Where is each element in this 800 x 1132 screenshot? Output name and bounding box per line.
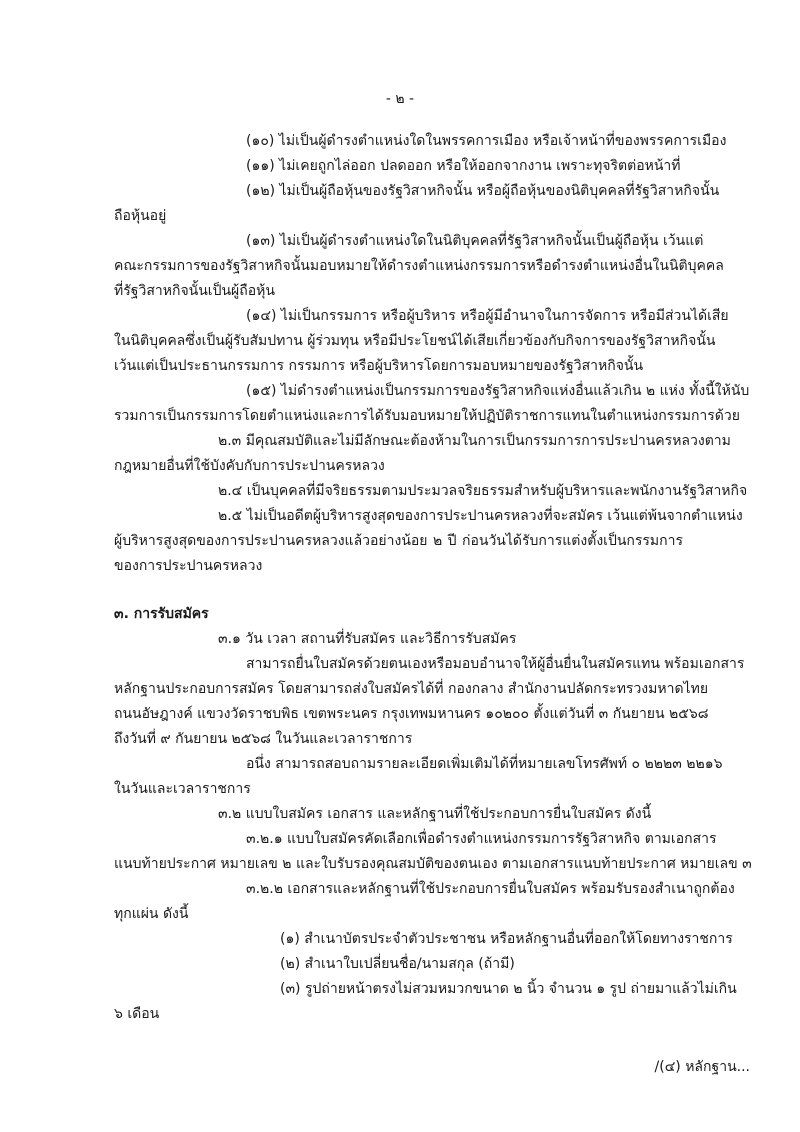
sub-3-2-1-line-1: ๓.๒.๑ แบบใบสมัครคัดเลือกเพื่อดำรงตำแหน่งกรรมการรัฐวิสาหกิจ ตามเอกสาร <box>246 831 717 847</box>
document-item-1: (๑) สำเนาบัตรประจำตัวประชาชน หรือหลักฐานอื่นที่ออกให้โดยทางราชการ <box>280 931 733 947</box>
qualification-item-11: (๑๑) ไม่เคยถูกไล่ออก ปลดออก หรือให้ออกจากงาน เพราะทุจริตต่อหน้าที่ <box>246 158 681 174</box>
document-item-2: (๒) สำเนาใบเปลี่ยนชื่อ/นามสกุล (ถ้ามี) <box>280 956 515 972</box>
document-item-3-line-2: ๖ เดือน <box>114 1006 160 1022</box>
qualification-item-12-line-2: ถือหุ้นอยู่ <box>114 208 167 224</box>
qualification-item-2-3-line-2: กฎหมายอื่นที่ใช้บังคับกับการประปานครหลวง <box>114 458 385 474</box>
document-item-3-line-1: (๓) รูปถ่ายหน้าตรงไม่สวมหมวกขนาด ๒ นิ้ว จำนวน ๑ รูป ถ่ายมาแล้วไม่เกิน <box>280 981 737 997</box>
qualification-item-13-line-2: คณะกรรมการของรัฐวิสาหกิจนั้นมอบหมายให้ดำรงตำแหน่งกรรมการหรือดำรงตำแหน่งอื่นในนิติบุคคล <box>114 258 724 274</box>
qualification-item-12-line-1: (๑๒) ไม่เป็นผู้ถือหุ้นของรัฐวิสาหกิจนั้น หรือผู้ถือหุ้นของนิติบุคคลที่รัฐวิสาหกิจนั้น <box>246 183 720 199</box>
qualification-item-15-line-2: รวมการเป็นกรรมการโดยตำแหน่งและการได้รับมอบหมายให้ปฏิบัติราชการแทนในตำแหน่งกรรมการด้วย <box>114 408 740 424</box>
qualification-item-13-line-1: (๑๓) ไม่เป็นผู้ดำรงตำแหน่งใดในนิติบุคคลที่รัฐวิสาหกิจนั้นเป็นผู้ถือหุ้น เว้นแต่ <box>246 233 704 249</box>
sub-3-2-title: ๓.๒ แบบใบสมัคร เอกสาร และหลักฐานที่ใช้ประกอบการยื่นใบสมัคร ดังนี้ <box>218 806 652 822</box>
sub-3-2-1-line-2: แนบท้ายประกาศ หมายเลข ๒ และใบรับรองคุณสมบัติของตนเอง ตามเอกสารแนบท้ายประกาศ หมายเลข ๓ <box>114 856 752 872</box>
qualification-item-14-line-2: ในนิติบุคคลซึ่งเป็นผู้รับสัมปทาน ผู้ร่วมทุน หรือมีประโยชน์ได้เสียเกี่ยวข้องกับกิจการของรัฐวิสาหกิจนั้น <box>114 333 716 349</box>
sub-3-2-2-line-1: ๓.๒.๒ เอกสารและหลักฐานที่ใช้ประกอบการยื่นใบสมัคร พร้อมรับรองสำเนาถูกต้อง <box>246 881 735 897</box>
sub-3-1-para-2-line-2: ในวันและเวลาราชการ <box>114 781 251 797</box>
qualification-item-13-line-3: ที่รัฐวิสาหกิจนั้นเป็นผู้ถือหุ้น <box>114 283 275 299</box>
qualification-item-2-5-line-1: ๒.๕ ไม่เป็นอดีตผู้บริหารสูงสุดของการประปานครหลวงที่จะสมัคร เว้นแต่พ้นจากตำแหน่ง <box>218 508 743 524</box>
continuation-footer: /(๔) หลักฐาน... <box>654 1059 750 1075</box>
sub-3-1-para-1-line-1: สามารถยื่นใบสมัครด้วยตนเองหรือมอบอำนาจให้ผู้อื่นยื่นในสมัครแทน พร้อมเอกสาร <box>246 656 745 672</box>
sub-3-1-title: ๓.๑ วัน เวลา สถานที่รับสมัคร และวิธีการรับสมัคร <box>218 631 517 647</box>
sub-3-1-para-1-line-3: ถนนอัษฎางค์ แขวงวัดราชบพิธ เขตพระนคร กรุงเทพมหานคร ๑๐๒๐๐ ตั้งแต่วันที่ ๓ กันยายน ๒๕๖๘ <box>114 706 709 722</box>
page-number: - ๒ - <box>385 91 415 107</box>
qualification-item-2-4: ๒.๔ เป็นบุคคลที่มีจริยธรรมตามประมวลจริยธรรมสำหรับผู้บริหารและพนักงานรัฐวิสาหกิจ <box>218 483 748 499</box>
sub-3-1-para-2-line-1: อนึ่ง สามารถสอบถามรายละเอียดเพิ่มเติมได้ที่หมายเลขโทรศัพท์ ๐ ๒๒๒๓ ๒๒๑๖ <box>246 756 723 772</box>
qualification-item-2-3-line-1: ๒.๓ มีคุณสมบัติและไม่มีลักษณะต้องห้ามในการเป็นกรรมการการประปานครหลวงตาม <box>218 433 731 449</box>
qualification-item-2-5-line-3: ของการประปานครหลวง <box>114 558 263 574</box>
sub-3-1-para-1-line-4: ถึงวันที่ ๙ กันยายน ๒๕๖๘ ในวันและเวลาราชการ <box>114 731 413 747</box>
qualification-item-14-line-3: เว้นแต่เป็นประธานกรรมการ กรรมการ หรือผู้บริหารโดยการมอบหมายของรัฐวิสาหกิจนั้น <box>114 358 644 374</box>
qualification-item-14-line-1: (๑๔) ไม่เป็นกรรมการ หรือผู้บริหาร หรือผู้มีอำนาจในการจัดการ หรือมีส่วนได้เสีย <box>246 308 729 324</box>
qualification-item-10: (๑๐) ไม่เป็นผู้ดำรงตำแหน่งใดในพรรคการเมือง หรือเจ้าหน้าที่ของพรรคการเมือง <box>246 133 727 149</box>
qualification-item-2-5-line-2: ผู้บริหารสูงสุดของการประปานครหลวงแล้วอย่างน้อย ๒ ปี ก่อนวันได้รับการแต่งตั้งเป็นกรรมการ <box>114 533 683 549</box>
sub-3-2-2-line-2: ทุกแผ่น ดังนี้ <box>114 906 189 922</box>
sub-3-1-para-1-line-2: หลักฐานประกอบการสมัคร โดยสามารถส่งใบสมัครได้ที่ กองกลาง สำนักงานปลัดกระทรวงมหาดไทย <box>114 681 709 697</box>
section-3-heading: ๓. การรับสมัคร <box>114 606 209 622</box>
qualification-item-15-line-1: (๑๕) ไม่ดำรงตำแหน่งเป็นกรรมการของรัฐวิสาหกิจแห่งอื่นแล้วเกิน ๒ แห่ง ทั้งนี้ให้นับ <box>246 383 750 399</box>
